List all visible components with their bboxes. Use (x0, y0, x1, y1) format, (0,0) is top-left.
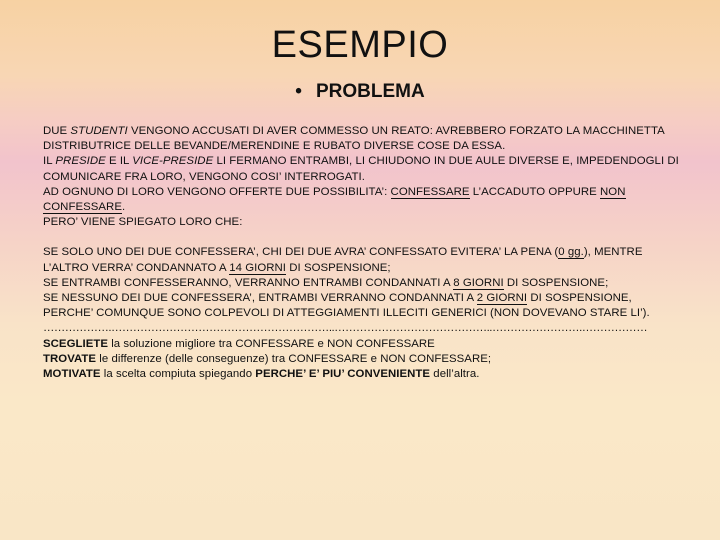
text-span: LI FERMANO ENTRAMBI, LI CHIUDONO IN DUE AULE DIVERSE E, IMPEDENDOGLI DI COMUNICARE FRA LORO, VENGONO COSI’ INTERROGATI. (43, 155, 679, 183)
bullet-icon: • (295, 81, 302, 102)
text-span: DI SOSPENSIONE; (503, 276, 609, 289)
text-span: SE ENTRAMBI CONFESSERANNO, VERRANNO ENTRAMBI CONDANNATI A (43, 276, 454, 289)
text-span: SE NESSUNO DEI DUE CONFESSERA’, ENTRAMBI VERRANNO CONDANNATI A (43, 292, 477, 305)
dotted-separator: ……………….……………………………………………………..……………………………………..…………………….……………… (43, 322, 648, 335)
underlined-zero-days: 0 gg. (558, 246, 584, 259)
task-3 (43, 367, 683, 382)
task-2 (43, 352, 683, 367)
slide-title: ESEMPIO (271, 24, 449, 66)
underlined-8-days: 8 GIORNI (453, 276, 504, 289)
intro-paragraph-4: PERO’ VIENE SPIEGATO LORO CHE: (43, 216, 243, 229)
bullet-heading-text: PROBLEMA (315, 81, 425, 102)
case-3 (43, 291, 683, 321)
text-span: le differenze (delle conseguenze) tra CONFESSARE e NON CONFESSARE; (96, 352, 492, 365)
task-1 (43, 337, 683, 352)
bold-trovate: TROVATE (43, 352, 97, 365)
text-span: dell’altra. (430, 368, 480, 381)
bold-motivate: MOTIVATE (43, 368, 101, 381)
bold-scegliete: SCEGLIETE (43, 337, 109, 350)
text-span: SE SOLO UNO DEI DUE CONFESSERA’, CHI DEI DUE AVRA’ CONFESSATO EVITERA’ LA PENA ( (43, 246, 559, 259)
italic-vicepreside: VICE-PRESIDE (132, 155, 214, 168)
text-span: DUE (43, 125, 71, 137)
spacer (43, 230, 683, 245)
text-span: E IL (105, 155, 133, 168)
text-span: la soluzione migliore tra CONFESSARE e NON CONFESSARE (108, 337, 435, 350)
italic-preside: PRESIDE (55, 155, 106, 168)
slide-body (43, 124, 683, 382)
intro-paragraph-1 (43, 124, 683, 154)
text-span: VENGONO ACCUSATI DI AVER COMMESSO UN REATO: AVREBBERO FORZATO LA MACCHINETTA DISTRIBUTRICE DELLE BEVANDE/MERENDINE E RUBATO DIVERSE COSE DA ESSA. (43, 125, 665, 153)
text-span: DI SOSPENSIONE; (286, 261, 391, 274)
case-2 (43, 276, 683, 291)
underlined-confessare: CONFESSARE (390, 185, 470, 198)
underlined-non-confessare: NON CONFESSARE (43, 185, 626, 214)
intro-paragraph-3 (43, 185, 683, 215)
text-span: . (121, 201, 126, 214)
text-span: L’ACCADUTO OPPURE (469, 185, 601, 198)
text-span: IL (43, 155, 56, 168)
underlined-2-days: 2 GIORNI (476, 292, 528, 305)
text-span: la scelta compiuta spiegando (100, 368, 256, 381)
intro-paragraph-2 (43, 154, 683, 184)
text-span: AD OGNUNO DI LORO VENGONO OFFERTE DUE POSSIBILITA’: (43, 185, 391, 198)
underlined-14-days: 14 GIORNI (229, 261, 287, 274)
text-span: DI SOSPENSIONE, PERCHE’ COMUNQUE SONO COLPEVOLI DI ATTEGGIAMENTI ILLECITI GENERICI (NON DOVEVANO STARE LI’). (43, 292, 650, 320)
bullet-heading (0, 80, 720, 104)
italic-studenti: STUDENTI (70, 125, 128, 137)
text-span: ), MENTRE L’ALTRO VERRA’ CONDANNATO A (43, 246, 643, 274)
case-1 (43, 245, 683, 275)
bold-perche-conveniente: PERCHE’ E’ PIU’ CONVENIENTE (255, 368, 431, 381)
